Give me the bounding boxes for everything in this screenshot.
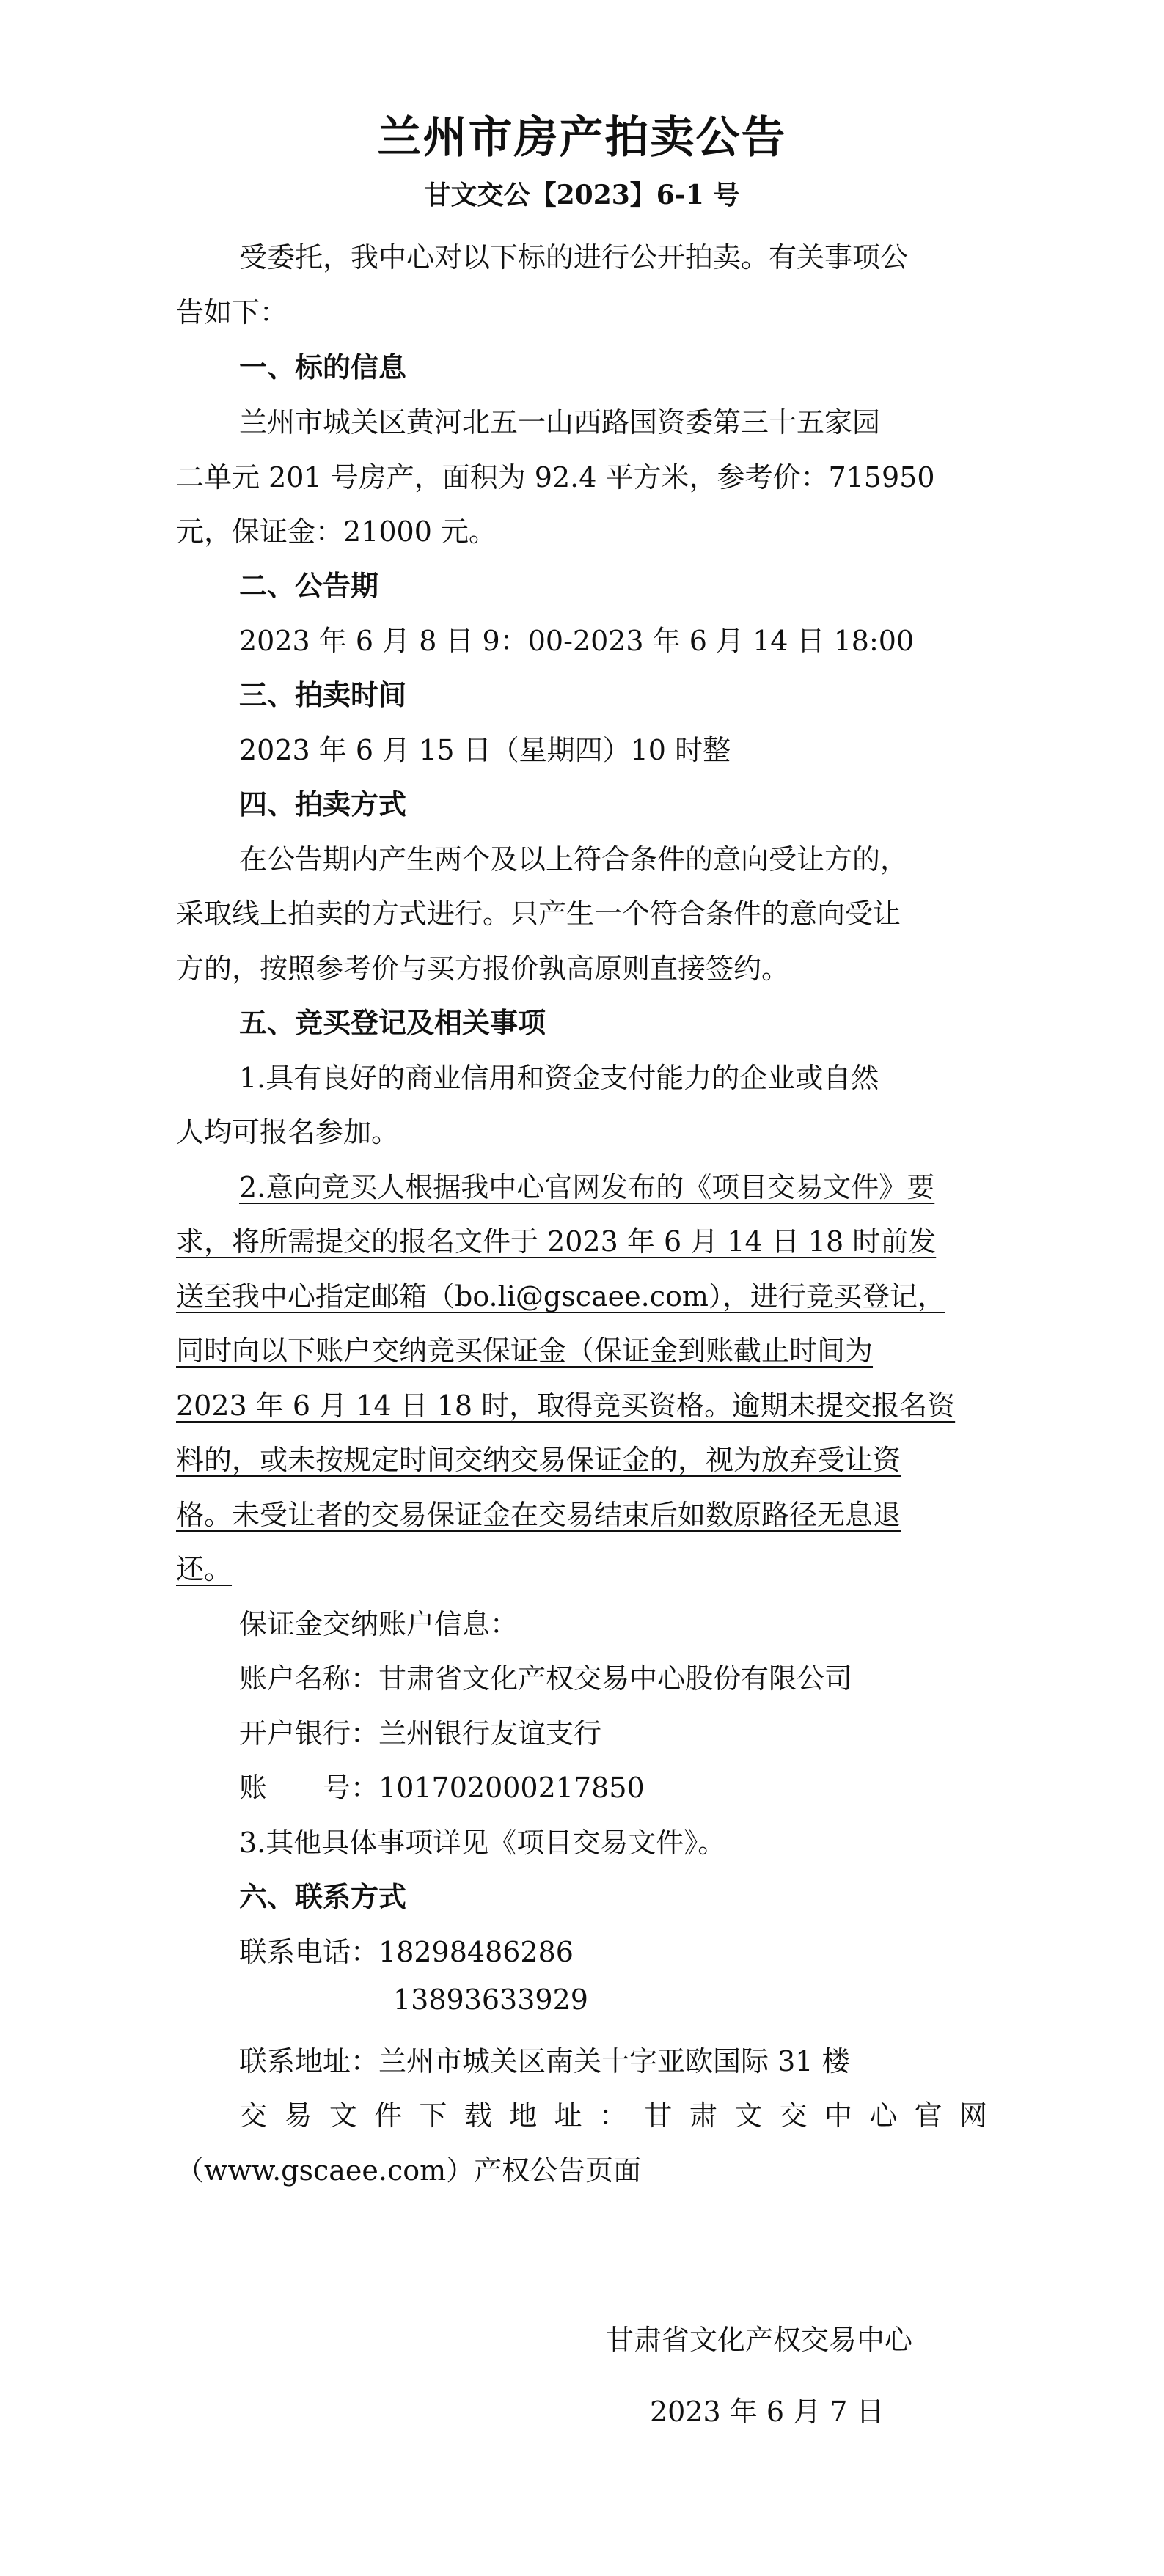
underlined-line: 送至我中心指定邮箱（bo.li@gscaee.com），进行竞买登记，	[176, 1280, 945, 1313]
paragraph-line: 在公告期内产生两个及以上符合条件的意向受让方的，	[239, 843, 909, 876]
paragraph-line: 人均可报名参加。	[176, 1116, 400, 1148]
account-name: 账户名称：甘肃省文化产权交易中心股份有限公司	[239, 1662, 853, 1695]
paragraph-line: 3.其他具体事项详见《项目交易文件》。	[239, 1827, 726, 1859]
intro-line: 告如下：	[176, 296, 288, 329]
bank-name: 开户银行：兰州银行友谊支行	[239, 1717, 602, 1750]
paragraph-line: 元，保证金：21000 元。	[176, 515, 497, 548]
download-address: 交易文件下载地址：甘肃文交中心官网	[239, 2099, 987, 2132]
underlined-line: 料的，或未按规定时间交纳交易保证金的，视为放弃受让资	[176, 1444, 901, 1476]
intro-line: 受委托，我中心对以下标的进行公开拍卖。有关事项公	[239, 241, 909, 274]
phone-number: 13893633929	[393, 1984, 588, 2016]
paragraph-line: 2023 年 6 月 8 日 9：00-2023 年 6 月 14 日 18:00	[239, 625, 915, 657]
section-heading: 四、拍卖方式	[239, 788, 407, 821]
underlined-line: 求，将所需提交的报名文件于 2023 年 6 月 14 日 18 时前发	[176, 1225, 937, 1258]
section-heading: 三、拍卖时间	[239, 679, 407, 711]
paragraph-line: 二单元 201 号房产，面积为 92.4 平方米，参考价：715950	[176, 461, 935, 493]
underlined-line: 格。未受让者的交易保证金在交易结束后如数原路径无息退	[176, 1499, 901, 1531]
paragraph-line: 兰州市城关区黄河北五一山西路国资委第三十五家园	[239, 406, 881, 438]
document-title: 兰州市房产拍卖公告	[377, 112, 787, 164]
section-heading: 二、公告期	[239, 570, 379, 602]
account-number-label: 账 号：	[239, 1772, 379, 1804]
paragraph-line: 方的，按照参考价与买方报价孰高原则直接签约。	[176, 953, 790, 985]
document-number: 甘文交公【2023】6-1 号	[424, 180, 740, 210]
section-heading: 一、标的信息	[239, 351, 407, 384]
underlined-line: 2.意向竞买人根据我中心官网发布的《项目交易文件》要	[239, 1171, 935, 1203]
signature-org: 甘肃省文化产权交易中心	[606, 2324, 913, 2356]
contact-address: 联系地址：兰州市城关区南关十字亚欧国际 31 楼	[239, 2045, 850, 2077]
underlined-line: 同时向以下账户交纳竞买保证金（保证金到账截止时间为	[176, 1335, 874, 1367]
signature-date: 2023 年 6 月 7 日	[650, 2396, 885, 2428]
underlined-line: 还。	[176, 1553, 233, 1585]
paragraph-line: 1.具有良好的商业信用和资金支付能力的企业或自然	[239, 1062, 879, 1094]
underlined-line: 2023 年 6 月 14 日 18 时，取得竞买资格。逾期未提交报名资	[176, 1390, 956, 1422]
download-url-line: （www.gscaee.com）产权公告页面	[176, 2154, 642, 2187]
account-number-row	[239, 1765, 645, 1805]
paragraph-line: 2023 年 6 月 15 日（星期四）10 时整	[239, 734, 731, 766]
section-heading: 六、联系方式	[239, 1881, 407, 1913]
paragraph-line: 采取线上拍卖的方式进行。只产生一个符合条件的意向受让	[176, 898, 901, 930]
section-heading: 五、竞买登记及相关事项	[239, 1007, 546, 1039]
phone-number: 18298486286	[378, 1936, 574, 1968]
account-info-label: 保证金交纳账户信息：	[239, 1608, 519, 1640]
phone-row	[239, 1929, 574, 1970]
phone-label: 联系电话：	[239, 1936, 379, 1968]
account-number: 101702000217850	[378, 1772, 645, 1804]
